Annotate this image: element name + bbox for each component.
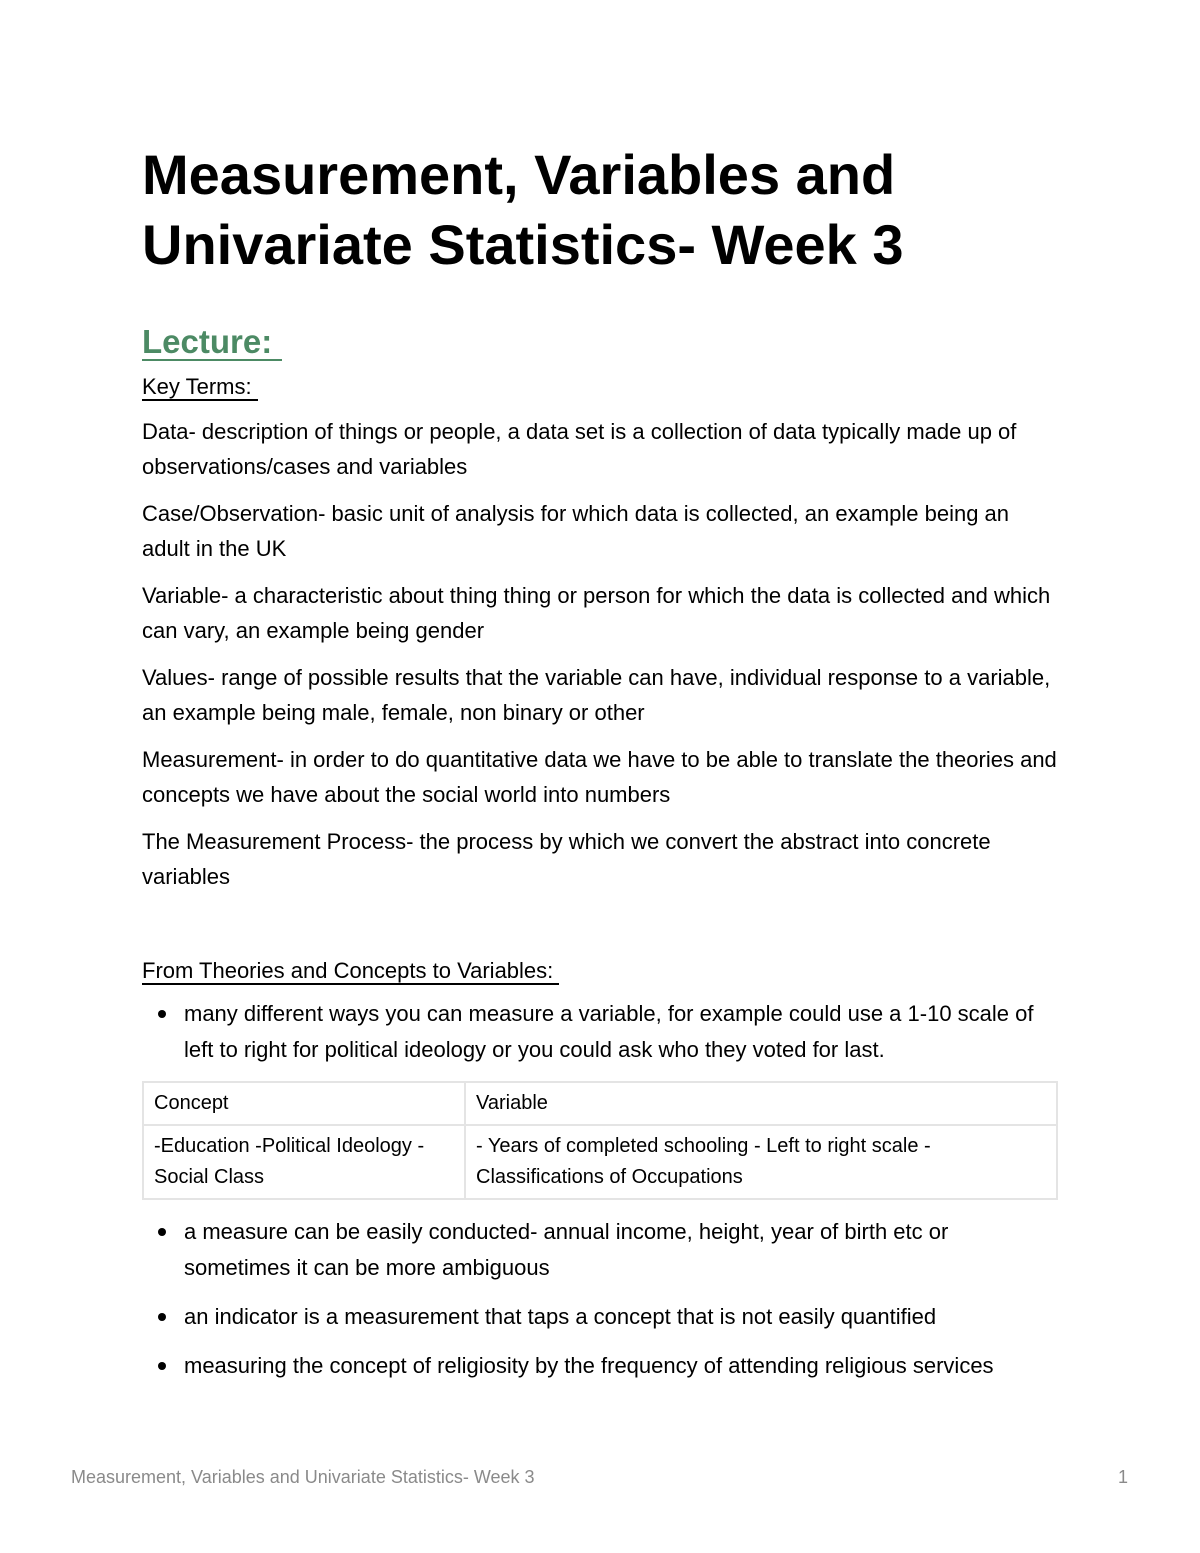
key-term-data: Data- description of things or people, a data set is a collection of data typically made up of observations/cases and variables: [142, 419, 1017, 479]
table-header-cell: Concept: [143, 1082, 465, 1125]
key-term-measurement: Measurement- in order to do quantitative data we have to be able to translate the theories and concepts we have about the social world into numbers: [142, 747, 1057, 807]
table-header-row: [143, 1082, 1057, 1125]
footer-title: Measurement, Variables and Univariate Statistics- Week 3: [71, 1467, 535, 1487]
list-item: many different ways you can measure a variable, for example could use a 1-10 scale of left to right for political ideology or you could ask who they voted for last.: [142, 996, 1060, 1068]
bullet-icon: [158, 1010, 166, 1018]
table-header-cell: Variable: [465, 1082, 1057, 1125]
bullet-icon: [158, 1228, 166, 1236]
blank-line: [142, 894, 1060, 946]
list-item: measuring the concept of religiosity by the frequency of attending religious services: [142, 1348, 1060, 1384]
key-terms-heading: Key Terms:: [142, 372, 1060, 402]
bullet-list-before-table: [142, 996, 1060, 1068]
document-page: [142, 140, 1060, 1397]
table-cell: -Education -Political Ideology -Social Class: [143, 1125, 465, 1199]
document-title: [142, 140, 1060, 280]
key-term-values: Values- range of possible results that the variable can have, individual response to a variable, an example being male, female, non binary or other: [142, 665, 1051, 725]
concept-variable-table: [142, 1081, 1058, 1200]
section-heading-lecture: Lecture:: [142, 322, 1060, 362]
table-cell: - Years of completed schooling - Left to right scale - Classifications of Occupations: [465, 1125, 1057, 1199]
key-term-case-observation: Case/Observation- basic unit of analysis for which data is collected, an example being an adult in the UK: [142, 501, 1010, 561]
table-row: [143, 1125, 1057, 1199]
subsection-heading-theories-to-variables: From Theories and Concepts to Variables:: [142, 956, 1060, 986]
footer-page-number: 1: [1117, 1467, 1128, 1487]
key-term-variable: Variable- a characteristic about thing thing or person for which the data is collected and which can vary, an example being gender: [142, 583, 1051, 643]
key-term-measurement-process: The Measurement Process- the process by which we convert the abstract into concrete variables: [142, 829, 991, 889]
bullet-list-after-table: [142, 1214, 1060, 1384]
bullet-icon: [158, 1313, 166, 1321]
document-title-line-1: Measurement, Variables and: [142, 143, 896, 206]
document-title-line-2: Univariate Statistics- Week 3: [142, 213, 904, 276]
list-item: an indicator is a measurement that taps a concept that is not easily quantified: [142, 1299, 1060, 1335]
bullet-icon: [158, 1362, 166, 1370]
list-item: a measure can be easily conducted- annual income, height, year of birth etc or sometimes it can be more ambiguous: [142, 1214, 1060, 1286]
